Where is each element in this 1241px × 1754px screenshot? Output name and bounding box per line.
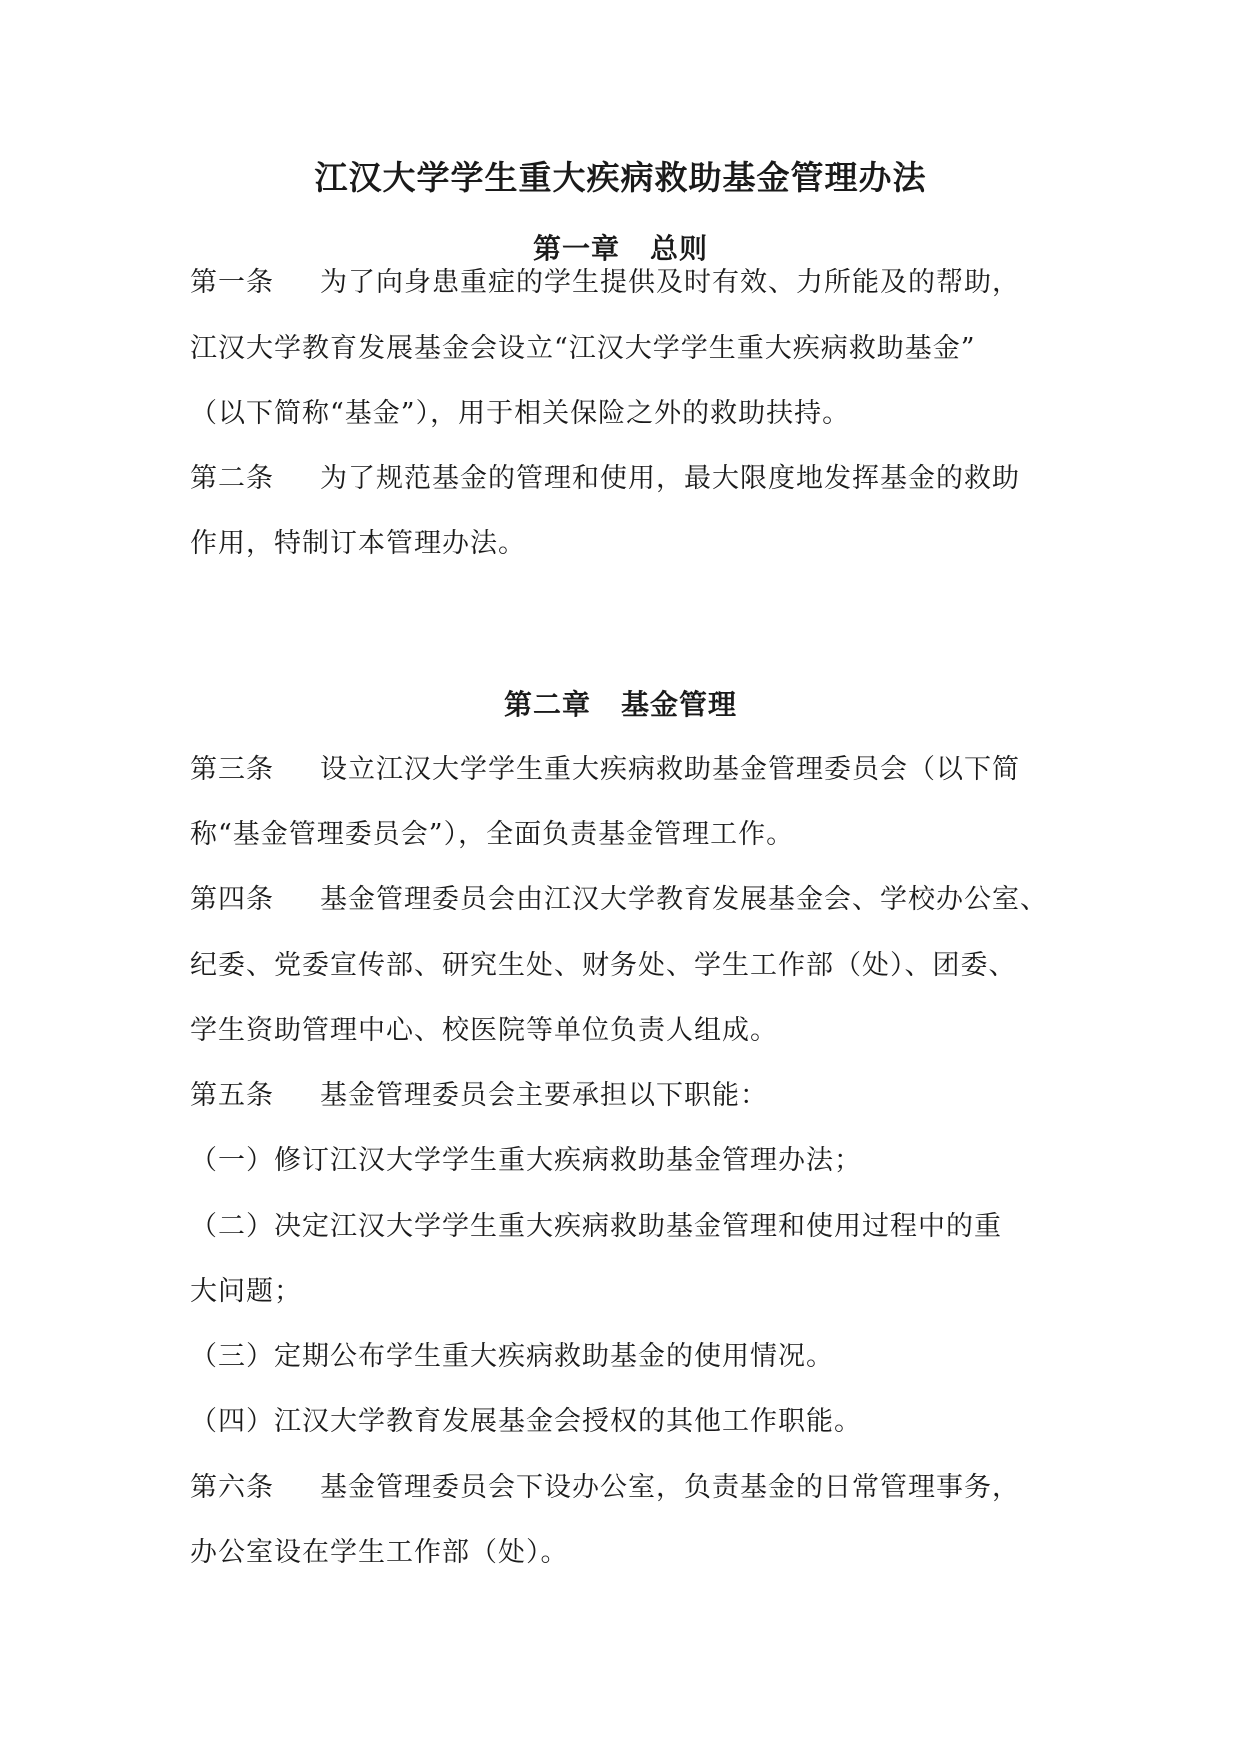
article-5-line: [190, 1079, 1070, 1113]
paragraph-line: （以下简称“基金”），用于相关保险之外的救助扶持。: [190, 398, 851, 429]
paragraph-line: 学生资助管理中心、校医院等单位负责人组成。: [190, 1015, 778, 1046]
list-item-continuation: 大问题；: [190, 1276, 302, 1307]
paragraph-line: 纪委、党委宣传部、研究生处、财务处、学生工作部（处）、团委、: [190, 950, 1017, 981]
article-6-line: [190, 1471, 1070, 1505]
chapter-heading-2: [0, 688, 1241, 722]
chapter-number: 第一章: [532, 232, 620, 265]
chapter-heading-1: [0, 232, 1241, 266]
article-3-line: [190, 753, 1070, 787]
paragraph-line: 作用，特制订本管理办法。: [190, 528, 526, 559]
article-2-line: [190, 462, 1070, 496]
article-text: 基金管理委员会下设办公室，负责基金的日常管理事务，: [320, 1472, 1020, 1503]
article-text: 为了向身患重症的学生提供及时有效、力所能及的帮助，: [320, 267, 1020, 298]
article-text: 基金管理委员会主要承担以下职能：: [320, 1080, 768, 1111]
article-text: 为了规范基金的管理和使用，最大限度地发挥基金的救助: [320, 463, 1020, 494]
article-number: 第五条: [190, 1080, 274, 1111]
article-number: 第四条: [190, 884, 274, 915]
chapter-name: 总则: [650, 232, 709, 265]
document-title: 江汉大学学生重大疾病救助基金管理办法: [314, 158, 927, 197]
article-1-line: [190, 266, 1070, 300]
article-text: 基金管理委员会由江汉大学教育发展基金会、学校办公室、: [320, 884, 1048, 915]
article-number: 第二条: [190, 463, 274, 494]
list-item: （二）决定江汉大学学生重大疾病救助基金管理和使用过程中的重: [190, 1211, 1002, 1242]
article-number: 第六条: [190, 1472, 274, 1503]
article-number: 第一条: [190, 267, 274, 298]
article-4-line: [190, 883, 1070, 917]
list-item: （四）江汉大学教育发展基金会授权的其他工作职能。: [190, 1406, 862, 1437]
list-item: （一）修订江汉大学学生重大疾病救助基金管理办法；: [190, 1145, 862, 1176]
chapter-number: 第二章: [503, 688, 591, 721]
paragraph-line: 办公室设在学生工作部（处）。: [190, 1537, 569, 1568]
chapter-name: 基金管理: [621, 688, 738, 721]
paragraph-line: 江汉大学教育发展基金会设立“江汉大学学生重大疾病救助基金”: [190, 333, 976, 364]
list-item: （三）定期公布学生重大疾病救助基金的使用情况。: [190, 1341, 834, 1372]
article-text: 设立江汉大学学生重大疾病救助基金管理委员会（以下简: [320, 754, 1020, 785]
paragraph-line: 称“基金管理委员会”），全面负责基金管理工作。: [190, 819, 795, 850]
article-number: 第三条: [190, 754, 274, 785]
